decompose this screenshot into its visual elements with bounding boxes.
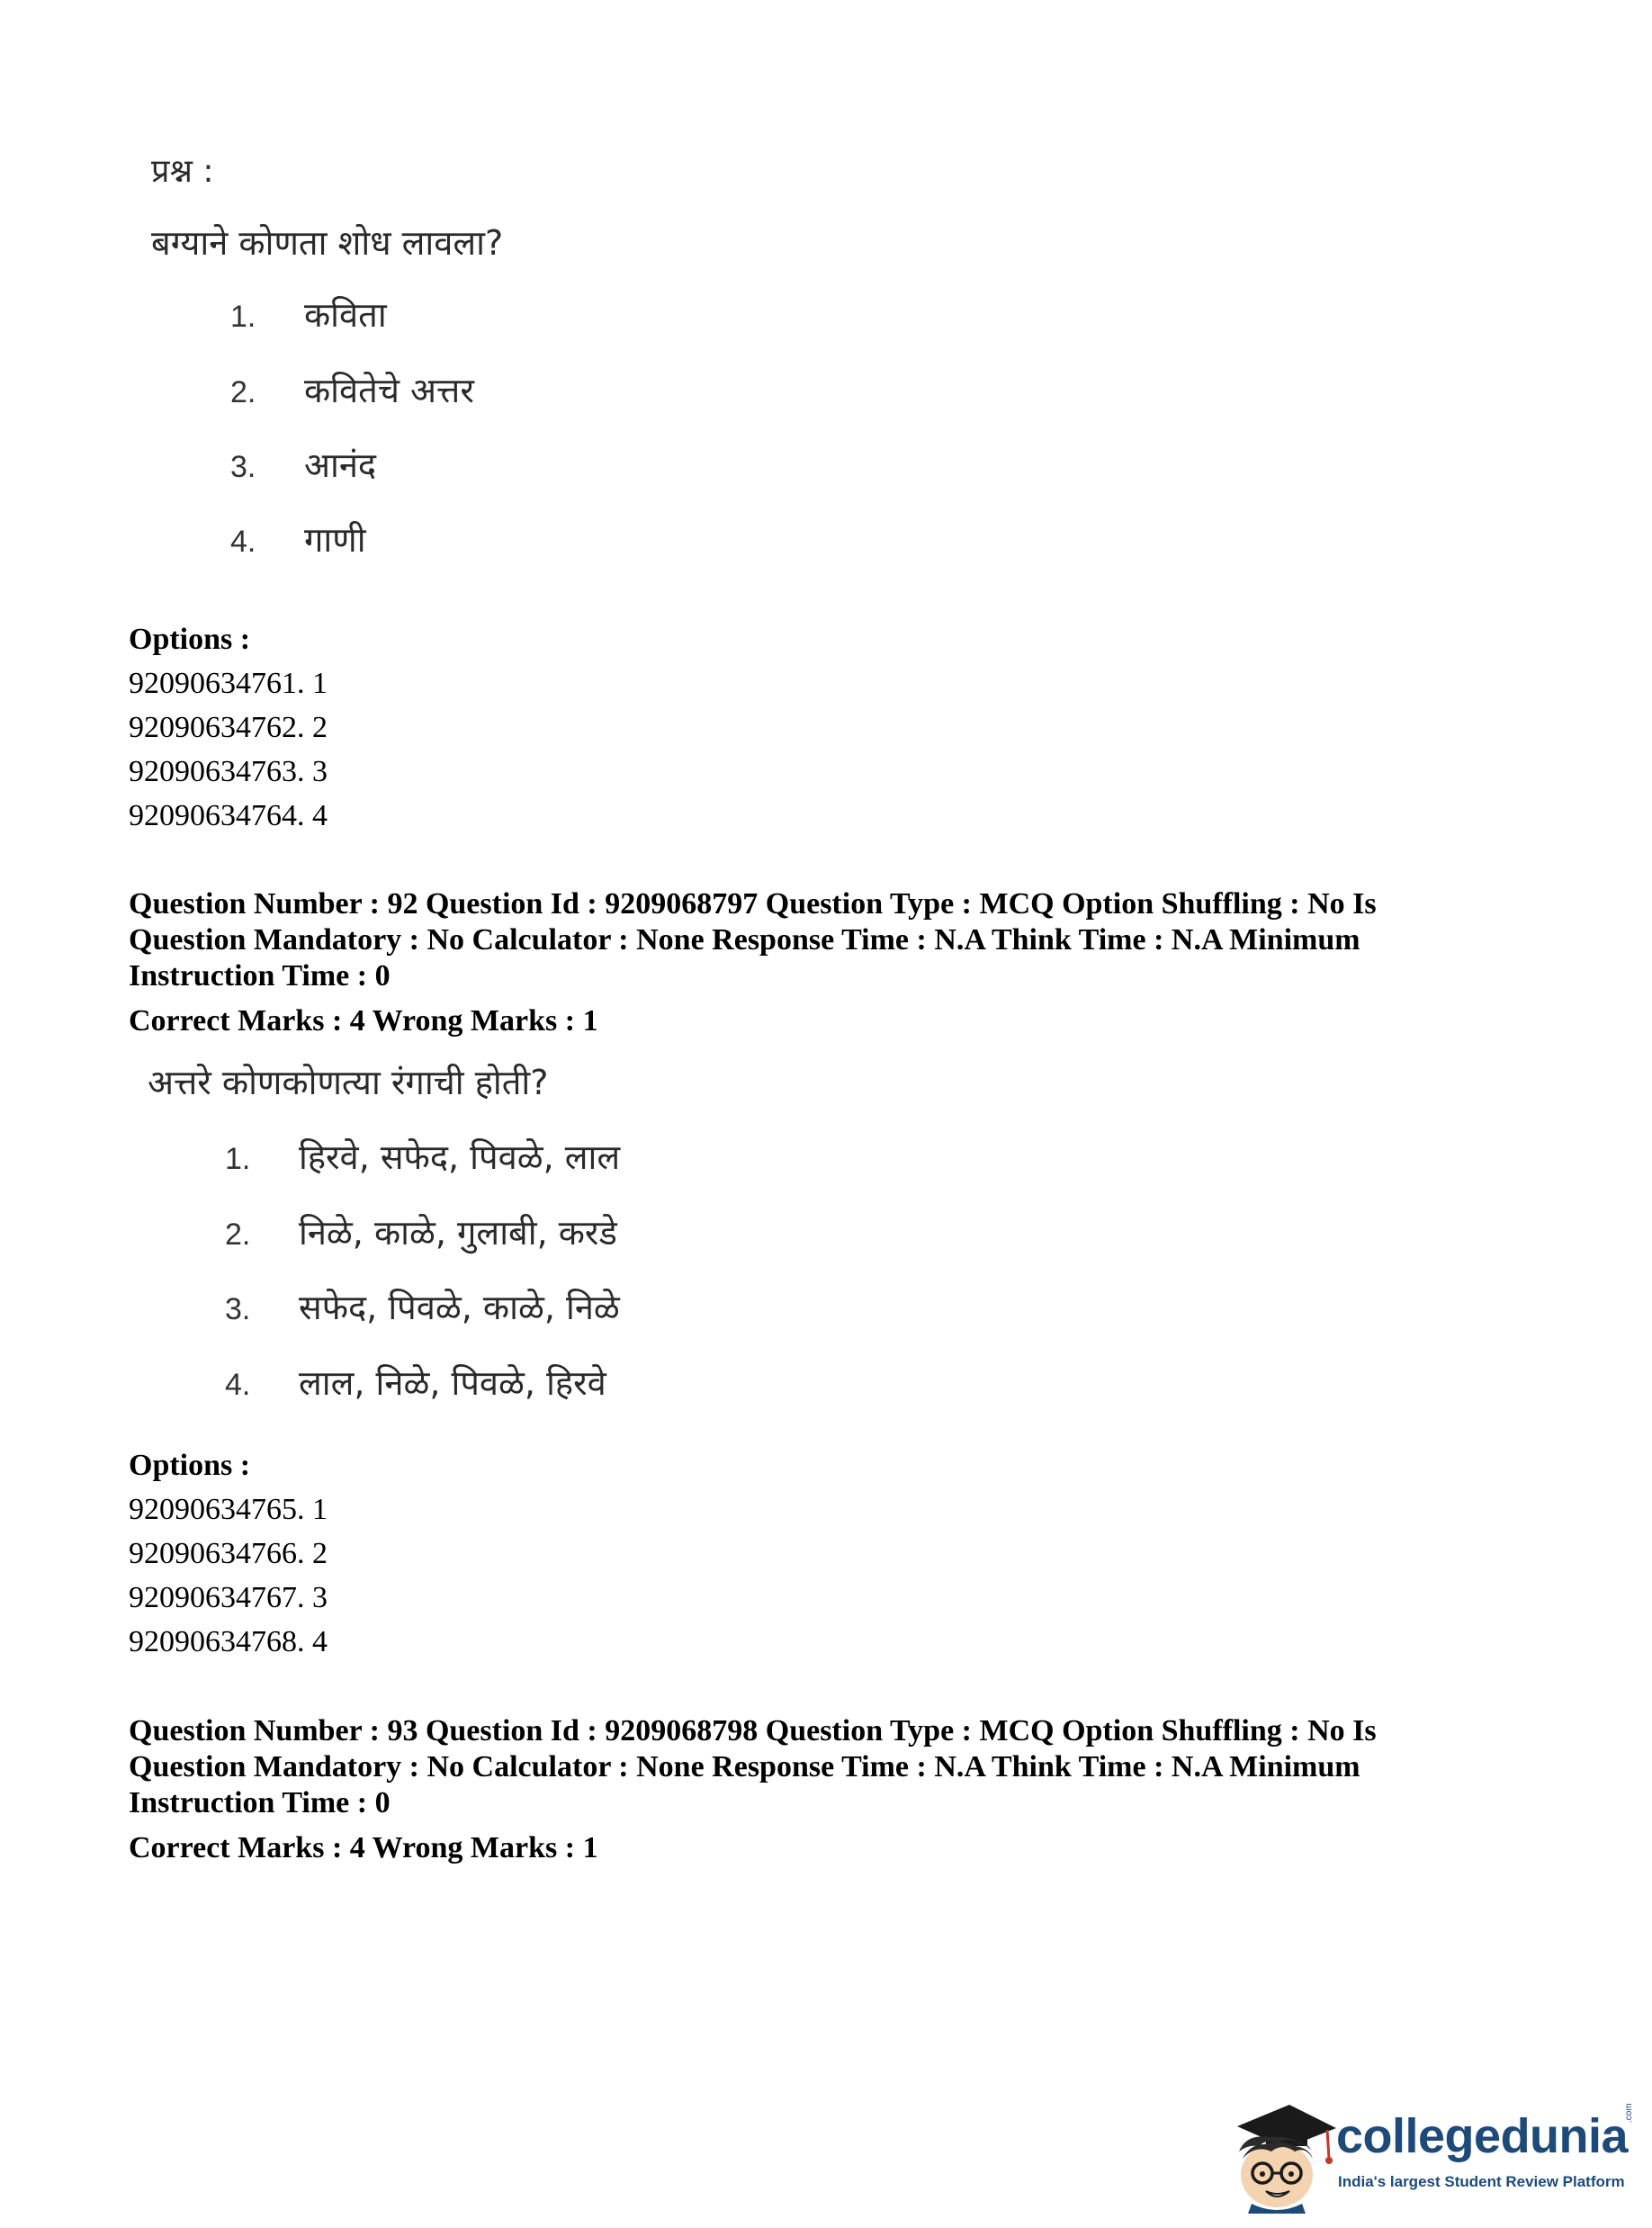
- option-line: 92090634761. 1: [129, 667, 328, 700]
- meta-line: Question Number : 92 Question Id : 9209068797 Question Type : MCQ Option Shuffling : No Is: [129, 887, 1377, 921]
- choice-text: आनंद: [304, 445, 377, 485]
- options-heading: Options :: [129, 1449, 251, 1482]
- choice-item: [225, 1360, 606, 1406]
- choice-number: 3.: [225, 1292, 251, 1326]
- meta-line: Question Number : 93 Question Id : 9209068798 Question Type : MCQ Option Shuffling : No Is: [129, 1714, 1377, 1747]
- choice-number: 3.: [230, 450, 256, 484]
- choice-text: हिरवे, सफेद, पिवळे, लाल: [299, 1137, 621, 1177]
- question-text: अत्तरे कोणकोणत्या रंगाची होती?: [148, 1063, 549, 1102]
- question-meta: [129, 1713, 1532, 1866]
- choice-item: [225, 1134, 620, 1181]
- mascot-icon: [1219, 2092, 1341, 2214]
- options-heading: Options :: [129, 623, 251, 656]
- choice-number: 4.: [225, 1368, 251, 1402]
- option-line: 92090634767. 3: [129, 1581, 328, 1614]
- choice-number: 2.: [225, 1217, 251, 1252]
- collegedunia-logo: [1219, 2092, 1642, 2214]
- meta-line: Instruction Time : 0: [129, 959, 391, 993]
- choice-text: गाणी: [304, 520, 366, 560]
- choice-item: [225, 1284, 620, 1331]
- option-line: 92090634762. 2: [129, 711, 328, 744]
- choice-item: [230, 517, 366, 563]
- marks-line: Correct Marks : 4 Wrong Marks : 1: [129, 1004, 598, 1038]
- choice-text: कविता: [304, 295, 387, 335]
- option-line: 92090634763. 3: [129, 755, 328, 788]
- choice-text: निळे, काळे, गुलाबी, करडे: [299, 1213, 617, 1253]
- question-label: प्रश्न :: [151, 153, 214, 190]
- choice-number: 1.: [230, 300, 256, 334]
- brand-tagline: India's largest Student Review Platform: [1338, 2173, 1625, 2190]
- marks-line: Correct Marks : 4 Wrong Marks : 1: [129, 1831, 598, 1864]
- choice-item: [230, 292, 387, 338]
- choice-text: सफेद, पिवळे, काळे, निळे: [299, 1288, 620, 1327]
- options-block: [129, 617, 1532, 838]
- meta-line: Instruction Time : 0: [129, 1786, 391, 1819]
- option-line: 92090634764. 4: [129, 799, 328, 832]
- option-line: 92090634768. 4: [129, 1625, 328, 1658]
- question-text: बग्याने कोणता शोध लावला?: [151, 223, 504, 263]
- question-meta: [129, 886, 1532, 1039]
- choice-item: [230, 367, 474, 414]
- choice-item: [230, 442, 376, 489]
- choice-text: लाल, निळे, पिवळे, हिरवे: [299, 1363, 606, 1403]
- meta-line: Question Mandatory : No Calculator : None Response Time : N.A Think Time : N.A Minimum: [129, 923, 1360, 957]
- meta-line: Question Mandatory : No Calculator : None Response Time : N.A Think Time : N.A Minimum: [129, 1750, 1360, 1783]
- choice-number: 2.: [230, 375, 256, 409]
- choice-item: [225, 1209, 617, 1256]
- brand-dotcom: .com: [1624, 2103, 1634, 2123]
- choice-number: 4.: [230, 525, 256, 559]
- choice-number: 1.: [225, 1142, 251, 1176]
- option-line: 92090634766. 2: [129, 1537, 328, 1570]
- option-line: 92090634765. 1: [129, 1493, 328, 1526]
- choice-text: कवितेचे अत्तर: [304, 371, 474, 410]
- options-block: [129, 1443, 1532, 1664]
- brand-name: collegedunia: [1336, 2109, 1629, 2163]
